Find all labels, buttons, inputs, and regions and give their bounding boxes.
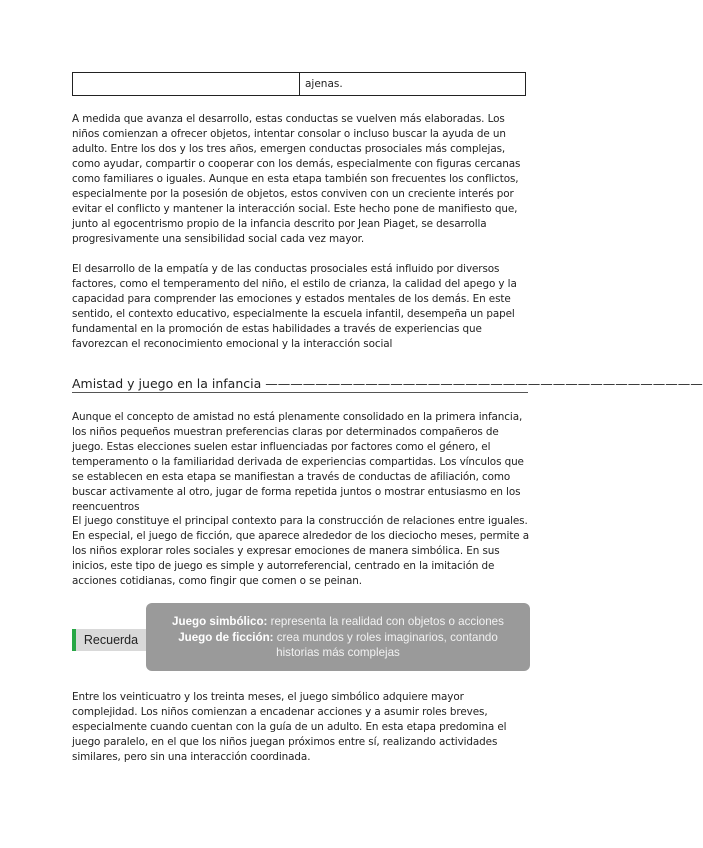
table-row	[72, 72, 526, 96]
reminder-line-fiction	[156, 630, 520, 661]
definition-symbolic-play: representa la realidad con objetos o acciones	[267, 615, 504, 628]
table-cell-right: ajenas.	[305, 78, 343, 90]
reminder-line-symbolic	[156, 614, 520, 630]
definition-fiction-play: crea mundos y roles imaginarios, contando historias más complejas	[273, 630, 498, 659]
term-symbolic-play: Juego simbólico:	[172, 615, 268, 628]
paragraph-development: A medida que avanza el desarrollo, estas conductas se vuelven más elaboradas. Los niños comienzan a ofrecer objetos, intentar consolar o incluso buscar la ayuda de un adulto. Entre los dos y los tres años, emergen conductas prosociales más complejas, como ayudar, compartir o cooperar con los demás, especialmente con figuras cercanas como familiares o iguales. Aunque en esta etapa también son frecuentes los conflictos, especialmente por la posesión de objetos, estos conviven con un creciente interés por evitar el conflicto y mantener la interacción social. Este hecho pone de manifiesto que, junto al egocentrismo propio de la infancia descrito por Jean Piaget, se desarrolla progresivamente una sensibilidad social cada vez mayor.	[72, 113, 521, 245]
section-heading-friendship: Amistad y juego en la infancia ———————————————————————————————————	[72, 376, 703, 391]
term-fiction-play: Juego de ficción:	[178, 630, 274, 644]
reminder-tag: Recuerda	[72, 629, 146, 651]
paragraph-play: El juego constituye el principal contexto para la construcción de relaciones entre iguales. En especial, el juego de ficción, que aparece alrededor de los dieciocho meses, permite a los niños explorar roles sociales y expresar emociones de manera simbólica. En sus inicios, este tipo de juego es simple y autorreferencial, centrado en la imitación de acciones cotidianas, como fingir que comen o se peinan.	[72, 515, 530, 587]
paragraph-symbolic-play: Entre los veinticuatro y los treinta meses, el juego simbólico adquiere mayor complejidad. Los niños comienzan a encadenar acciones y a asumir roles breves, especialmente cuando cuentan con la guía de un adulto. En esta etapa predomina el juego paralelo, en el que los niños juegan próximos entre sí, realizando actividades similares, pero sin una interacción coordinada.	[72, 691, 507, 763]
paragraph-empathy-factors: El desarrollo de la empatía y de las conductas prosociales está influido por diversos factores, como el temperamento del niño, el estilo de crianza, la calidad del apego y la capacidad para comprender las emociones y estados mentales de los demás. En este sentido, el contexto educativo, especialmente la escuela infantil, desempeña un papel fundamental en la promoción de estas habilidades a través de experiencias que favorezcan el reconocimiento emocional y la interacción social	[72, 263, 517, 350]
table-cell-left	[73, 73, 300, 95]
reminder-box	[146, 603, 530, 671]
paragraph-friendship: Aunque el concepto de amistad no está plenamente consolidado en la primera infancia, los niños pequeños muestran preferencias claras por determinados compañeros de juego. Estas elecciones suelen estar influenciadas por factores como el género, el temperamento o la familiaridad derivada de experiencias compartidas. Los vínculos que se establecen en esta etapa se manifiestan a través de conductas de afiliación, como buscar activamente al otro, jugar de forma repetida juntos o mostrar entusiasmo en los reencuentros	[72, 411, 524, 513]
reminder-callout	[72, 603, 530, 671]
